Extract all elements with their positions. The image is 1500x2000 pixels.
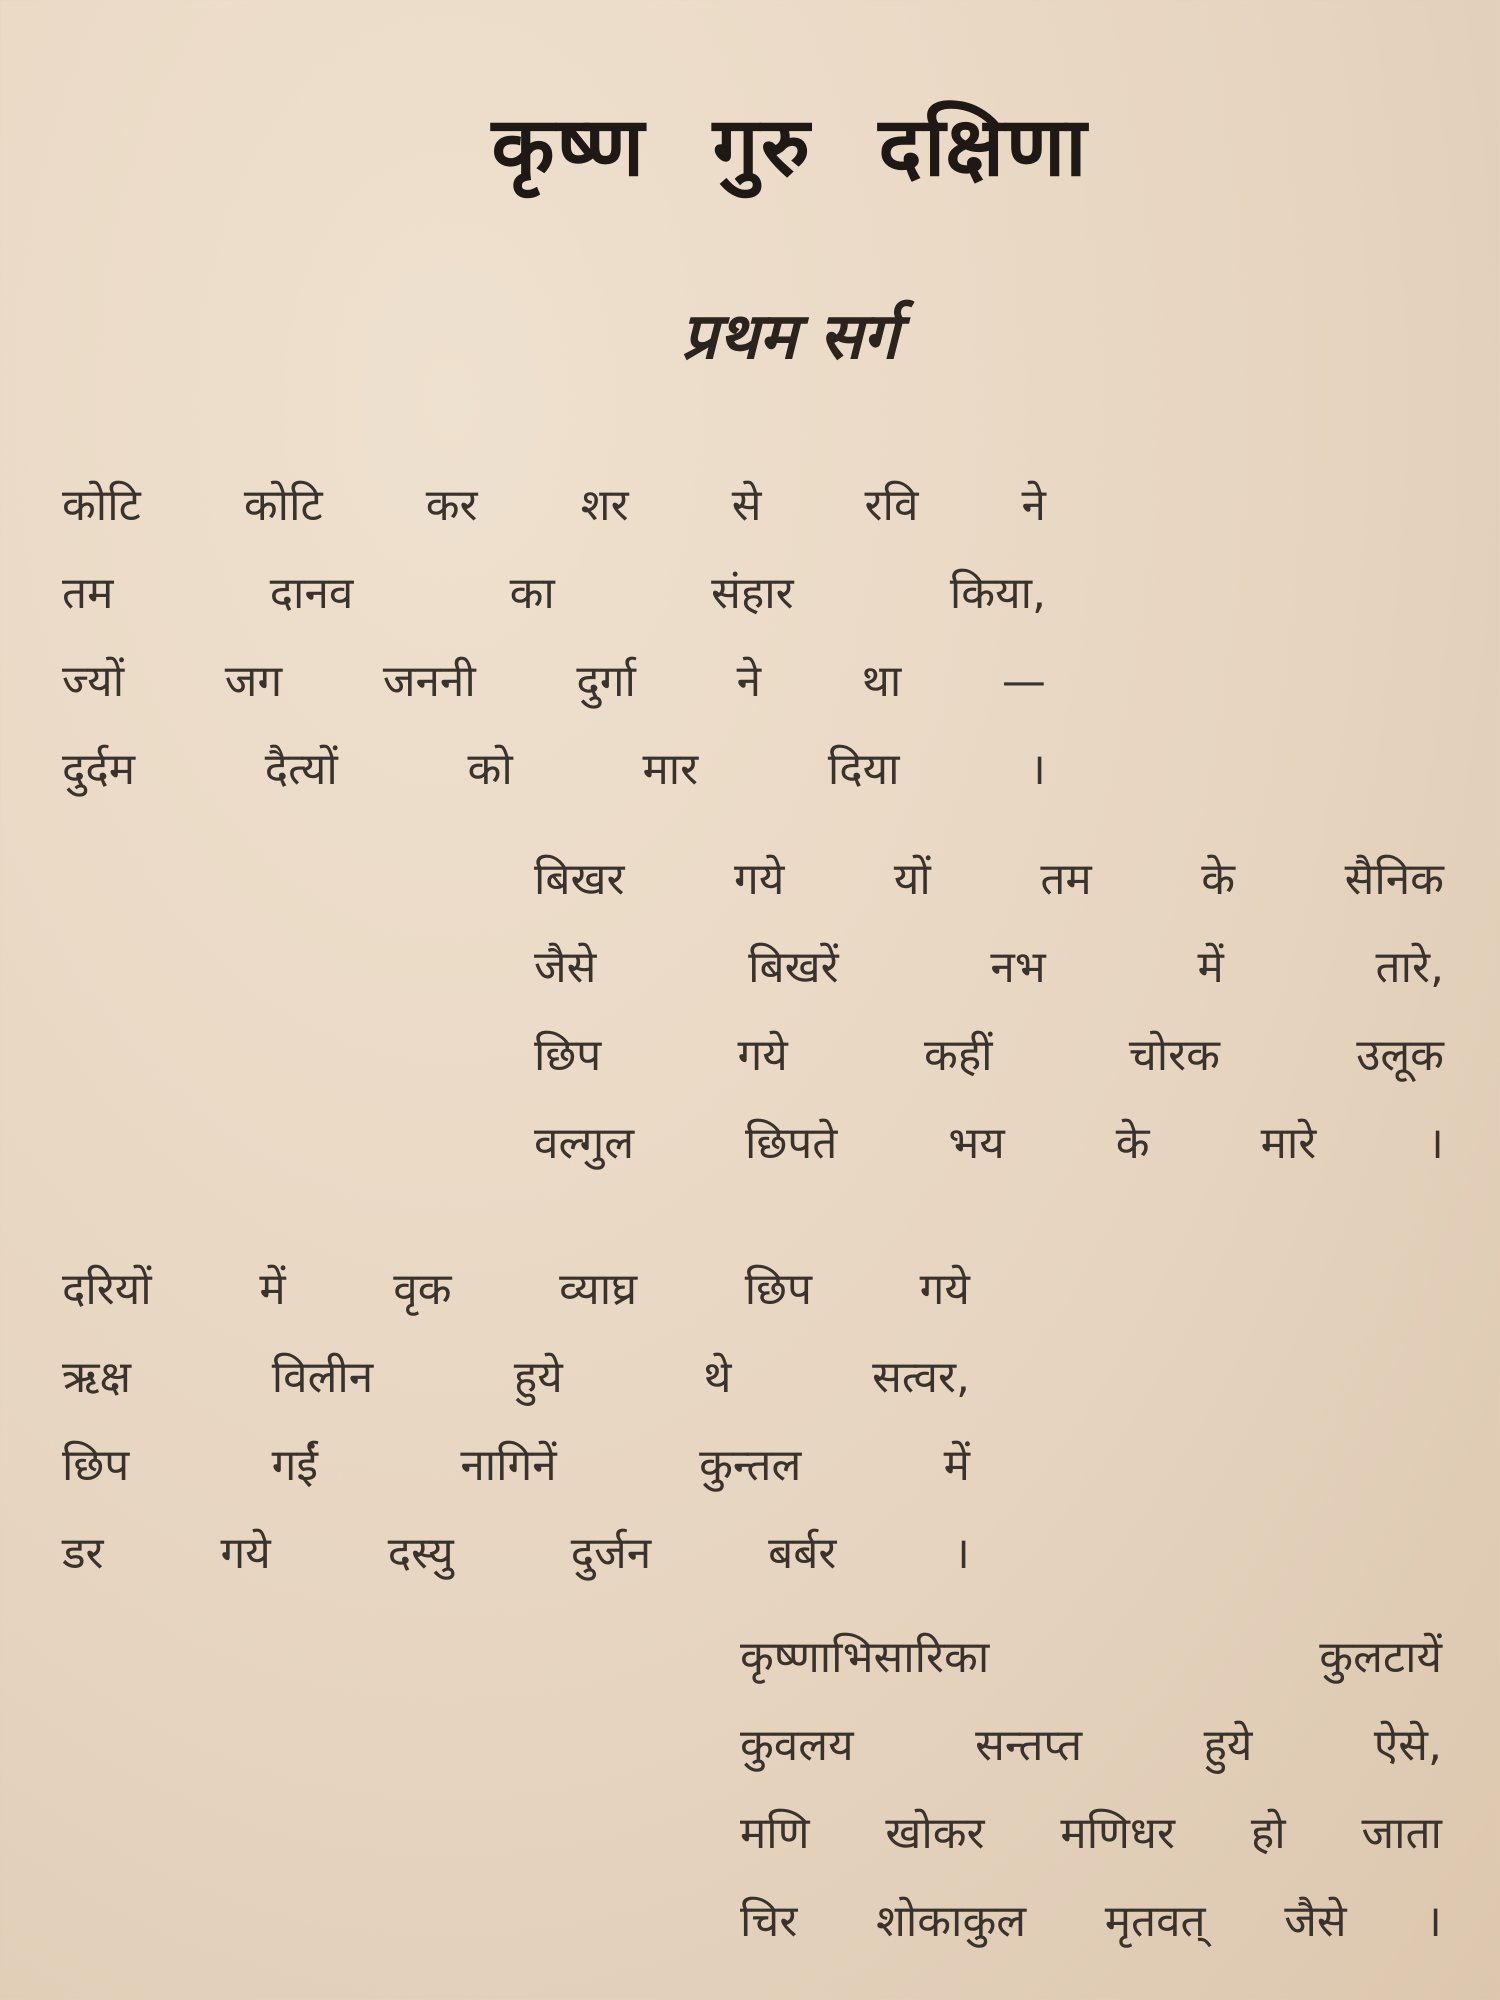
verse-word: संहार	[711, 568, 794, 619]
verse-word: उलूक	[1356, 1030, 1444, 1081]
verse-word: में	[1197, 942, 1224, 993]
verse-word: कर	[425, 480, 478, 531]
verse-word: दिया	[827, 744, 900, 795]
verse-word: शोकाकुल	[875, 1896, 1027, 1947]
verse-word: हो	[1250, 1808, 1286, 1859]
verse-word: दुर्गा	[576, 656, 636, 707]
stanza-4	[740, 1614, 1442, 1966]
verse-word: डर	[62, 1528, 104, 1579]
verse-word: में	[943, 1440, 970, 1491]
stanza-2	[534, 836, 1444, 1188]
verse-word: दुर्जन	[570, 1528, 652, 1579]
verse-word: कुलटायें	[1319, 1632, 1442, 1683]
verse-word: रवि	[864, 480, 919, 531]
verse-word: ज्यों	[62, 656, 125, 707]
verse-line	[534, 1100, 1444, 1188]
verse-word: मारे	[1260, 1118, 1317, 1169]
verse-word: हुये	[513, 1352, 563, 1403]
verse-line	[740, 1702, 1442, 1790]
verse-line	[62, 1422, 970, 1510]
verse-word: गये	[737, 1030, 788, 1081]
verse-word: कोटि	[243, 480, 323, 531]
verse-word: ।	[1427, 1118, 1444, 1169]
verse-word: सैनिक	[1344, 854, 1444, 905]
verse-word: शर	[580, 480, 629, 531]
verse-word: का	[509, 568, 555, 619]
verse-word: विलीन	[271, 1352, 374, 1403]
verse-word: मणिधर	[1060, 1808, 1175, 1859]
verse-line	[740, 1614, 1442, 1702]
verse-word: हुये	[1203, 1720, 1253, 1771]
verse-line	[534, 836, 1444, 924]
verse-word: वल्गुल	[534, 1118, 635, 1169]
verse-line	[740, 1878, 1442, 1966]
page-title: कृष्ण गुरु दक्षिणा	[491, 100, 1089, 195]
verse-word: छिपते	[745, 1118, 838, 1169]
verse-line	[62, 726, 1046, 814]
verse-word: नभ	[990, 942, 1046, 993]
verse-line	[62, 550, 1046, 638]
verse-word: खोकर	[885, 1808, 985, 1859]
verse-word: मार	[642, 744, 699, 795]
verse-line	[62, 1510, 970, 1598]
verse-word: मणि	[740, 1808, 810, 1859]
verse-word: कुवलय	[740, 1720, 854, 1771]
verse-word: जाता	[1361, 1808, 1442, 1859]
verse-word: दैत्यों	[264, 744, 338, 795]
verse-word: था	[861, 656, 902, 707]
verse-word: तम	[62, 568, 114, 619]
verse-word: तम	[1040, 854, 1092, 905]
verse-word: तारे,	[1375, 942, 1444, 993]
verse-word: व्याघ्र	[559, 1264, 638, 1315]
verse-word: बिखर	[534, 854, 625, 905]
verse-line	[534, 924, 1444, 1012]
verse-word: के	[1201, 854, 1236, 905]
stanza-3	[62, 1246, 970, 1598]
verse-line	[534, 1012, 1444, 1100]
verse-word: जैसे	[1284, 1896, 1347, 1947]
verse-word: मृतवत्	[1104, 1896, 1206, 1947]
verse-word: ऋक्ष	[62, 1352, 132, 1403]
verse-word: में	[259, 1264, 286, 1315]
verse-line	[62, 1334, 970, 1422]
verse-word: से	[731, 480, 762, 531]
verse-word: दानव	[269, 568, 354, 619]
verse-word: सत्वर,	[872, 1352, 970, 1403]
verse-word: गये	[734, 854, 785, 905]
verse-word: ।	[1425, 1896, 1442, 1947]
verse-word: बर्बर	[768, 1528, 837, 1579]
verse-line	[62, 1246, 970, 1334]
verse-word: ऐसे,	[1373, 1720, 1442, 1771]
verse-line	[62, 638, 1046, 726]
verse-word: —	[1001, 656, 1046, 707]
verse-word: सन्तप्त	[975, 1720, 1083, 1771]
verse-word: कृष्णाभिसारिका	[740, 1632, 990, 1683]
verse-word: दरियों	[62, 1264, 152, 1315]
verse-word: चिर	[740, 1896, 798, 1947]
verse-word: ने	[1021, 480, 1046, 531]
verse-word: दस्यु	[387, 1528, 454, 1579]
verse-word: जननी	[382, 656, 476, 707]
verse-word: दुर्दम	[62, 744, 136, 795]
verse-word: कोटि	[62, 480, 141, 531]
verse-word: किया,	[949, 568, 1046, 619]
verse-word: यों	[893, 854, 931, 905]
verse-word: कुन्तल	[699, 1440, 802, 1491]
verse-word: को	[467, 744, 513, 795]
chapter-subtitle: प्रथम सर्ग	[681, 300, 899, 374]
verse-line	[62, 462, 1046, 550]
verse-word: गये	[220, 1528, 271, 1579]
verse-word: छिप	[534, 1030, 602, 1081]
verse-word: चोरक	[1128, 1030, 1220, 1081]
verse-word: छिप	[744, 1264, 813, 1315]
verse-word: गये	[919, 1264, 970, 1315]
verse-word: कहीं	[924, 1030, 993, 1081]
verse-word: छिप	[62, 1440, 130, 1491]
stanza-1	[62, 462, 1046, 814]
verse-word: ।	[953, 1528, 970, 1579]
verse-word: भय	[948, 1118, 1005, 1169]
verse-word: गईं	[271, 1440, 318, 1491]
verse-word: के	[1115, 1118, 1150, 1169]
verse-word: नागिनें	[460, 1440, 557, 1491]
verse-word: जैसे	[534, 942, 597, 993]
verse-word: जग	[224, 656, 283, 707]
verse-line	[740, 1790, 1442, 1878]
verse-word: वृक	[393, 1264, 452, 1315]
verse-word: बिखरें	[748, 942, 839, 993]
verse-word: थे	[703, 1352, 732, 1403]
verse-word: ।	[1029, 744, 1046, 795]
verse-word: ने	[736, 656, 762, 707]
